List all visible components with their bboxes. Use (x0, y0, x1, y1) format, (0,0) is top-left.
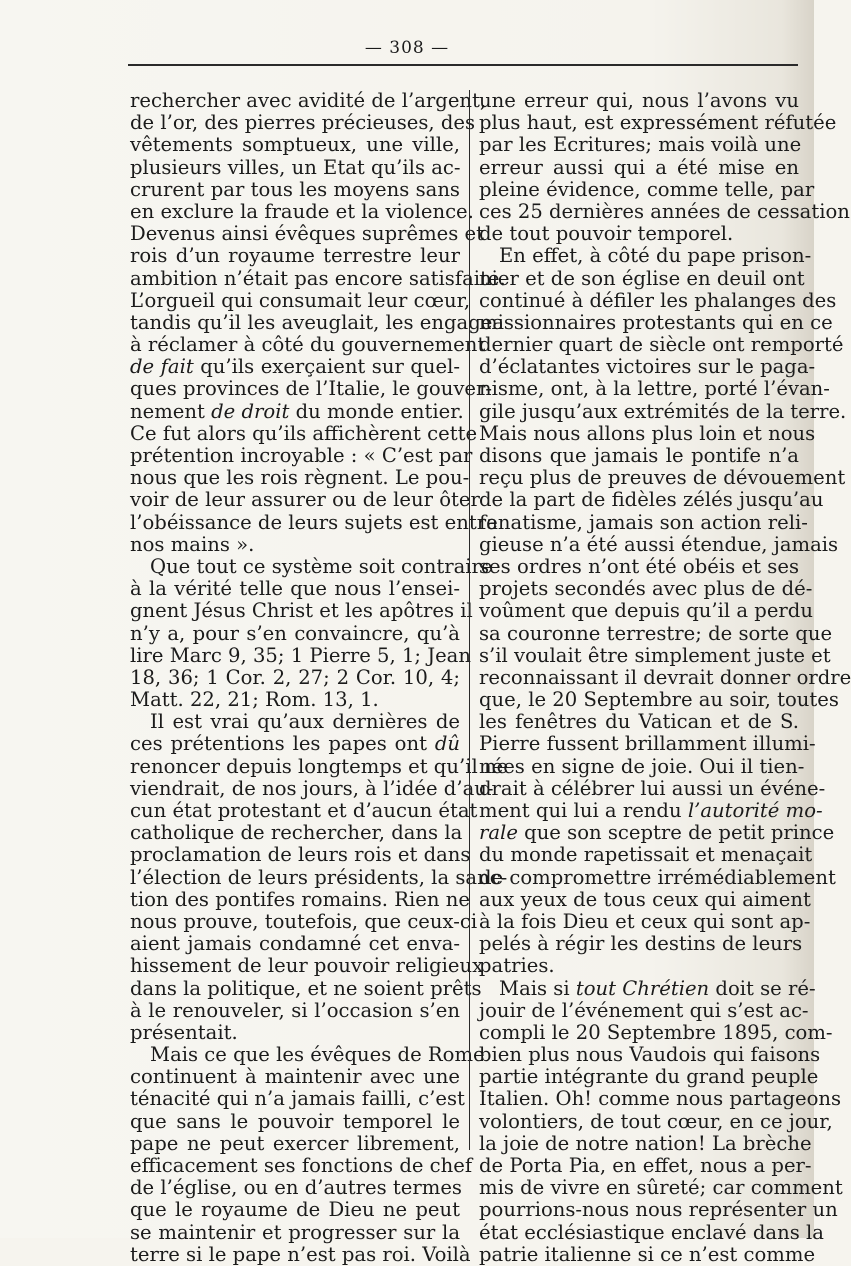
page-number: — 308 — (364, 38, 450, 58)
text-line (130, 1242, 471, 1266)
text-line (479, 266, 805, 290)
text-line (130, 776, 494, 800)
text-line (130, 711, 460, 733)
text-line (130, 1066, 460, 1088)
text-segment: à le renouveler, si l’occasion s’en (130, 998, 460, 1022)
text-segment: En effet, à côté du pape prison- (499, 244, 812, 268)
text-segment: pourrions-nous nous représenter un (479, 1198, 838, 1222)
text-line (479, 445, 799, 467)
text-segment: rois d’un royaume terrestre leur (130, 244, 460, 268)
text-segment: tandis qu’il les aveuglait, les engagea (130, 310, 505, 334)
text-segment: l’élection de leurs présidents, la sanc- (130, 865, 508, 889)
text-segment: Pierre fussent brillamment illumi- (479, 732, 816, 756)
text-segment: terre si le pape n’est pas roi. Voilà (130, 1242, 471, 1266)
text-segment: proclamation de leurs rois et dans (130, 843, 471, 867)
text-line (479, 399, 847, 423)
text-line (479, 223, 799, 245)
text-segment: nées en signe de joie. Oui il tien- (479, 754, 805, 778)
text-segment: missionnaires protestants qui en ce (479, 310, 833, 334)
text-segment: dans la politique, et ne soient prêts (130, 976, 482, 1000)
text-segment: nous prouve, toutefois, que ceux-ci (130, 909, 478, 933)
text-segment: de compromettre irrémédiablement (479, 865, 836, 889)
text-segment: Mais nous allons plus loin et nous (479, 421, 816, 445)
text-segment: erreur aussi qui a été mise en (479, 155, 799, 179)
text-line (479, 133, 802, 157)
text-segment: hissement de leur pouvoir religieux (130, 954, 484, 978)
text-segment: de Porta Pia, en effet, nous a per- (479, 1154, 812, 1177)
text-line (130, 1000, 460, 1022)
text-line (479, 1154, 812, 1177)
text-line (479, 532, 839, 556)
text-segment: pleine évidence, comme telle, par (479, 177, 815, 201)
text-segment: ques provinces de l’Italie, le gouver- (130, 377, 492, 401)
text-line (130, 976, 482, 1000)
column-divider (469, 90, 470, 1150)
header-rule (128, 64, 798, 66)
text-line (130, 534, 460, 556)
text-line (130, 488, 480, 512)
text-line (479, 843, 813, 867)
text-segment: que sans le pouvoir temporel le (130, 1109, 460, 1133)
text-line (130, 1199, 460, 1221)
text-line (130, 909, 478, 933)
text-line (479, 955, 799, 977)
text-segment: rechercher avec avidité de l’argent, (130, 89, 487, 112)
text-line (130, 466, 470, 490)
text-segment: voûment que depuis qu’il a perdu (479, 599, 813, 623)
text-line (130, 399, 464, 423)
text-segment: une erreur qui, nous l’avons vu (479, 89, 799, 112)
text-segment: Mais si (499, 976, 576, 1000)
text-segment: renoncer depuis longtemps et qu’il ne (130, 754, 509, 778)
text-segment: de l’église, ou en d’autres termes (130, 1176, 462, 1200)
italic-text: de droit (211, 399, 290, 423)
text-segment: mis de vivre en sûreté; car comment (479, 1176, 843, 1200)
text-line (130, 865, 508, 889)
text-line (479, 821, 835, 845)
text-segment: gile jusqu’aux extrémités de la terre. (479, 399, 847, 423)
text-line (479, 688, 839, 712)
text-line (479, 157, 799, 179)
text-segment: bien plus nous Vaudois qui faisons (479, 1043, 821, 1067)
text-segment: sa couronne terrestre; de sorte que (479, 621, 833, 645)
text-segment: gnent Jésus Christ et les apôtres il (130, 599, 473, 623)
text-segment: Mais ce que les évêques de Rome (150, 1043, 485, 1067)
text-segment: les fenêtres du Vatican et de S. (479, 710, 799, 734)
text-line (479, 556, 799, 578)
text-line (479, 1220, 824, 1244)
text-segment: crurent par tous les moyens sans (130, 177, 460, 201)
text-line (130, 954, 484, 978)
text-segment: aux yeux de tous ceux qui aiment (479, 887, 811, 911)
italic-text: tout Chrétien (575, 976, 710, 1000)
text-segment: du monde entier. (289, 399, 464, 423)
text-line (479, 976, 816, 1000)
text-line (130, 689, 460, 711)
text-line (479, 1043, 821, 1067)
text-segment: 18, 36; 1 Cor. 2, 27; 2 Cor. 10, 4; (130, 665, 460, 689)
text-line (479, 488, 824, 512)
text-segment: Italien. Oh! comme nous partageons (479, 1087, 842, 1111)
text-segment: compli le 20 Septembre 1895, com- (479, 1020, 833, 1044)
text-line (479, 577, 813, 601)
text-line (130, 134, 460, 156)
text-segment: ténacité qui n’a jamais failli, c’est (130, 1087, 465, 1111)
text-line (479, 90, 799, 112)
text-segment: de tout pouvoir temporel. (479, 222, 734, 246)
text-segment: continuent à maintenir avec une (130, 1065, 460, 1089)
text-line (130, 510, 498, 534)
text-segment: reconnaissant il devrait donner ordre (479, 665, 851, 689)
text-segment: efficacement ses fonctions de chef (130, 1154, 473, 1177)
text-segment: ses ordres n’ont été obéis et ses (479, 554, 799, 578)
text-segment: patries. (479, 954, 555, 978)
text-line (130, 1087, 465, 1111)
text-line (479, 510, 808, 534)
text-line (479, 799, 823, 822)
text-line (130, 667, 460, 689)
text-line (130, 333, 486, 357)
text-line (130, 245, 460, 267)
text-segment: Ce fut alors qu’ils affichèrent cette (130, 421, 478, 445)
text-line (130, 199, 474, 223)
text-line (479, 466, 846, 490)
text-line (130, 157, 460, 179)
text-line (479, 643, 831, 667)
text-segment: cun état protestant et d’aucun état (130, 799, 478, 822)
text-line (130, 356, 460, 378)
text-segment: la joie de notre nation! La brèche (479, 1131, 812, 1155)
text-line (130, 623, 460, 645)
text-segment: drait à célébrer lui aussi un événe- (479, 776, 826, 800)
text-segment: Matt. 22, 21; Rom. 13, 1. (130, 688, 379, 712)
text-line (130, 377, 492, 401)
text-segment: patrie italienne si ce n’est comme (479, 1242, 816, 1266)
italic-text: l’autorité mo- (687, 799, 823, 822)
text-line (479, 887, 811, 911)
text-line (130, 933, 460, 955)
text-segment: Il est vrai qu’aux dernières de (150, 710, 460, 734)
text-line (130, 1022, 460, 1044)
text-segment: partie intégrante du grand peuple (479, 1065, 819, 1089)
text-segment: en exclure la fraude et la violence. (130, 199, 474, 223)
text-line (130, 821, 463, 845)
text-line (479, 111, 837, 135)
text-line (130, 266, 506, 290)
text-line (479, 355, 816, 379)
italic-text: dû (434, 732, 460, 756)
text-segment: à la vérité telle que nous l’ensei- (130, 577, 460, 601)
text-line (130, 1111, 460, 1133)
text-segment: s’il voulait être simplement juste et (479, 643, 831, 667)
text-segment: à la fois Dieu et ceux qui sont ap- (479, 909, 811, 933)
text-line (479, 177, 815, 201)
text-line (130, 421, 478, 445)
text-line (130, 179, 460, 201)
text-line (479, 1020, 833, 1044)
text-segment: doit se ré- (709, 976, 816, 1000)
text-segment: que le royaume de Dieu ne peut (130, 1198, 460, 1222)
text-line (479, 865, 836, 889)
text-segment: qu’ils exerçaient sur quel- (193, 355, 460, 379)
text-segment: jouir de l’événement qui s’est ac- (479, 998, 809, 1022)
text-line (130, 754, 509, 778)
text-segment: catholique de rechercher, dans la (130, 821, 463, 845)
text-segment: ambition n’était pas encore satisfaite. (130, 266, 506, 290)
text-line (130, 599, 473, 623)
text-segment: nement (130, 399, 212, 423)
text-line (479, 288, 837, 312)
text-line (130, 1154, 473, 1177)
text-segment: que, le 20 Septembre au soir, toutes (479, 688, 839, 712)
text-line (130, 222, 485, 246)
text-segment: de la part de fidèles zélés jusqu’au (479, 488, 824, 512)
text-line (479, 1242, 816, 1266)
text-segment: lire Marc 9, 35; 1 Pierre 5, 1; Jean (130, 643, 471, 667)
text-segment: tion des pontifes romains. Rien ne (130, 887, 470, 911)
text-line (130, 1133, 460, 1155)
text-segment: ment qui lui a rendu (479, 799, 688, 822)
text-segment: plusieurs villes, un Etat qu’ils ac- (130, 155, 461, 179)
text-line (130, 288, 471, 312)
text-segment: pape ne peut exercer librement, (130, 1131, 460, 1155)
text-segment: nous que les rois règnent. Le pou- (130, 466, 470, 490)
text-line (479, 1131, 812, 1155)
text-line (479, 333, 844, 357)
text-line (479, 932, 803, 956)
text-segment: nos mains ». (130, 532, 255, 556)
text-line (479, 754, 805, 778)
text-line (130, 89, 487, 112)
text-segment: vêtements somptueux, une ville, (130, 133, 460, 157)
text-segment: voir de leur assurer ou de leur ôter (130, 488, 480, 512)
text-line (479, 421, 816, 445)
text-segment: volontiers, de tout cœur, en ce jour, (479, 1109, 833, 1133)
text-segment: ces prétentions les papes ont (130, 732, 435, 756)
text-line (130, 111, 476, 135)
text-line (130, 1177, 460, 1199)
text-line (479, 776, 826, 800)
text-segment: nier et de son église en deuil ont (479, 266, 805, 290)
text-line (479, 665, 851, 689)
text-line (130, 733, 460, 755)
text-line (479, 909, 811, 933)
text-segment: fanatisme, jamais son action reli- (479, 510, 808, 534)
text-segment: pelés à régir les destins de leurs (479, 932, 803, 956)
text-line (130, 578, 460, 600)
text-line (130, 310, 505, 334)
text-line (479, 244, 812, 268)
text-line (479, 377, 830, 401)
text-segment: viendrait, de nos jours, à l’idée d’au- (130, 776, 494, 800)
text-segment: état ecclésiastique enclavé dans la (479, 1220, 824, 1244)
right-column (479, 89, 851, 1266)
text-segment: aient jamais condamné cet enva- (130, 932, 460, 956)
text-segment: Devenus ainsi évêques suprêmes et (130, 222, 485, 246)
italic-text: rale (479, 821, 518, 845)
text-line (479, 599, 813, 623)
text-line (130, 643, 471, 667)
text-line (130, 799, 478, 822)
text-line (479, 711, 799, 733)
text-segment: projets secondés avec plus de dé- (479, 577, 813, 601)
text-line (479, 199, 850, 223)
text-line (130, 444, 473, 467)
text-segment: L’orgueil qui consumait leur cœur, (130, 288, 471, 312)
text-segment: disons que jamais le pontife n’a (479, 444, 799, 467)
text-segment: se maintenir et progresser sur la (130, 1220, 460, 1244)
text-segment: n’y a, pour s’en convaincre, qu’à (130, 621, 460, 645)
text-segment: gieuse n’a été aussi étendue, jamais (479, 532, 839, 556)
text-segment: ces 25 dernières années de cessation (479, 199, 850, 223)
text-line (130, 554, 493, 578)
text-segment: continué à défiler les phalanges des (479, 288, 837, 312)
text-segment: l’obéissance de leurs sujets est entre (130, 510, 498, 534)
text-line (479, 621, 833, 645)
text-segment: reçu plus de preuves de dévouement (479, 466, 846, 490)
text-line (130, 843, 471, 867)
text-segment: d’éclatantes victoires sur le paga- (479, 355, 816, 379)
text-segment: par les Ecritures; mais voilà une (479, 133, 802, 157)
text-line (479, 998, 809, 1022)
text-line (130, 1043, 485, 1067)
text-segment: plus haut, est expressément réfutée (479, 111, 837, 135)
italic-text: de fait (130, 355, 194, 379)
text-segment: que son sceptre de petit prince (517, 821, 835, 845)
text-line (479, 1198, 838, 1222)
text-line (479, 732, 816, 756)
text-segment: présentait. (130, 1020, 238, 1044)
text-line (479, 1065, 819, 1089)
text-segment: Que tout ce système soit contraire (150, 554, 493, 578)
text-line (479, 1087, 842, 1111)
text-segment: prétention incroyable : « C’est par (130, 444, 473, 467)
text-line (130, 1222, 460, 1244)
text-line (479, 310, 833, 334)
text-segment: nisme, ont, à la lettre, porté l’évan- (479, 377, 830, 401)
text-segment: de l’or, des pierres précieuses, des (130, 111, 476, 135)
text-line (479, 1176, 843, 1200)
text-segment: du monde rapetissait et menaçait (479, 843, 813, 867)
text-line (479, 1109, 833, 1133)
text-line (130, 887, 470, 911)
text-segment: à réclamer à côté du gouvernement (130, 333, 486, 357)
text-segment: dernier quart de siècle ont remporté (479, 333, 844, 357)
